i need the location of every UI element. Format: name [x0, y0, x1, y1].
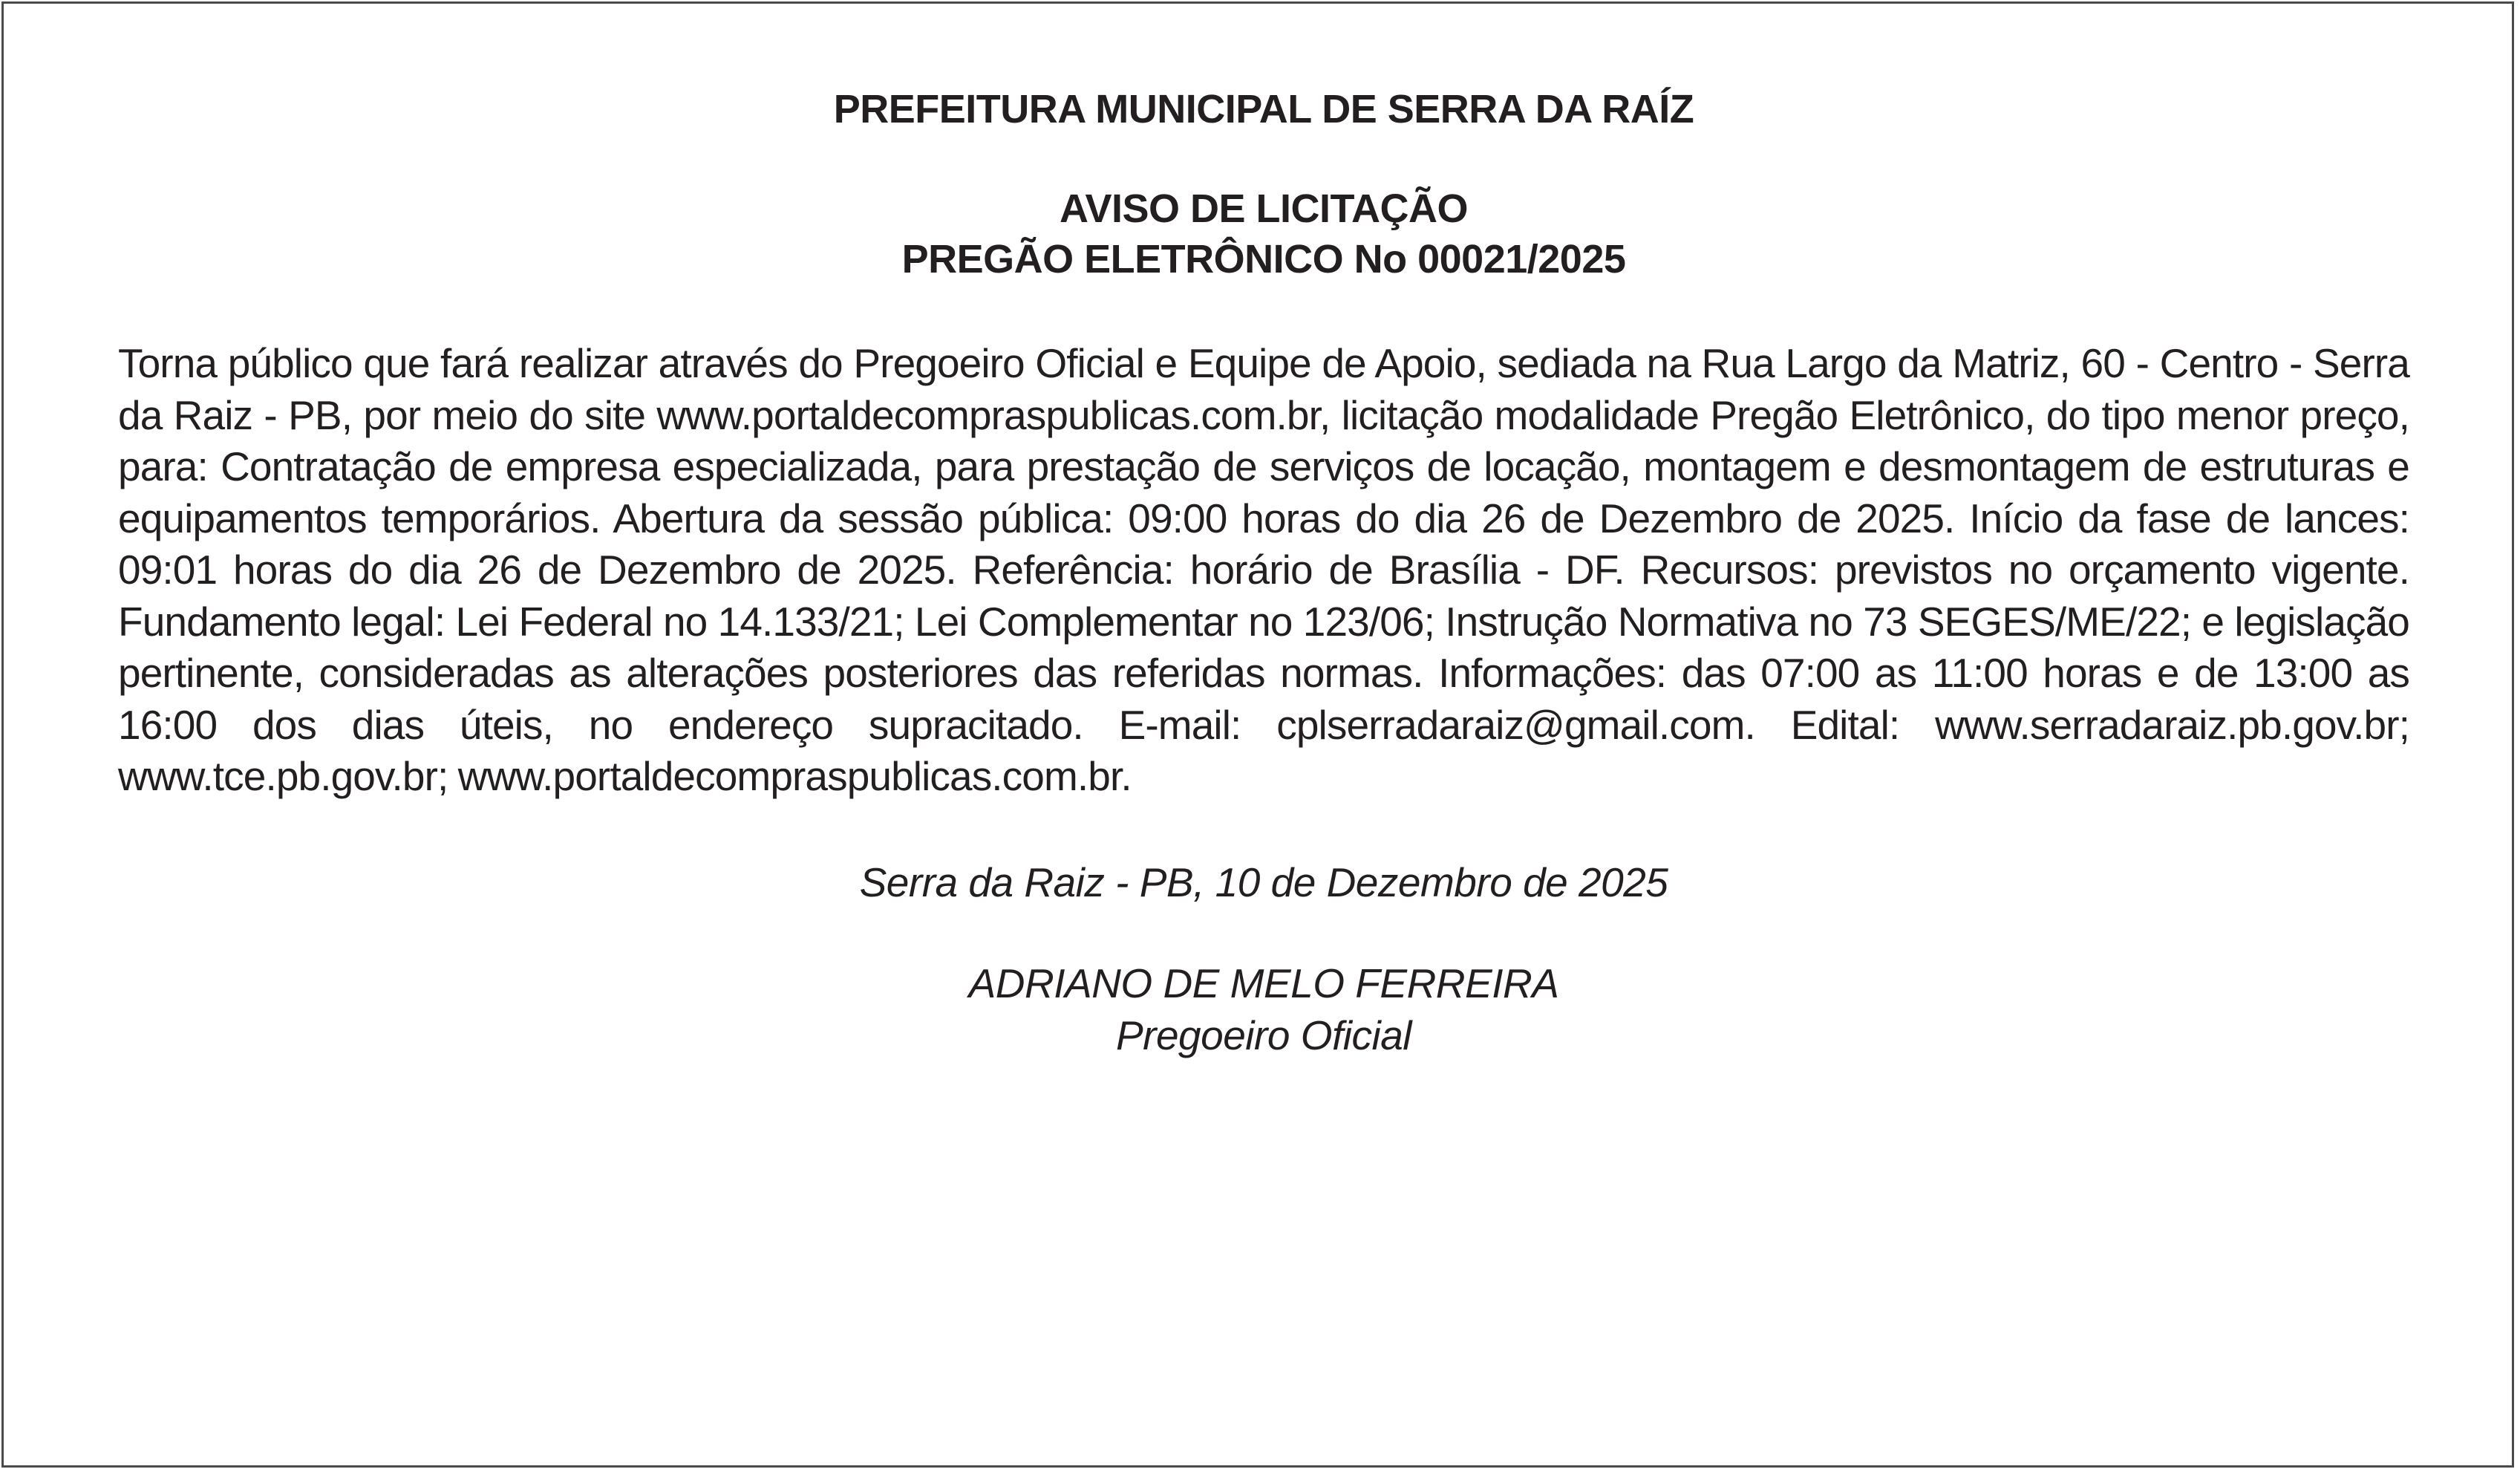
notice-frame	[1, 1, 2514, 1468]
notice-body: Torna público que fará realizar através do Pregoeiro Oficial e Equipe de Apoio, sediada na Rua Largo da Matriz, 60 - Centro - Serra da Raiz - PB, por meio do site www.portaldecompraspublicas.com.br, licitação modalidade Pregão Eletrônico, do tipo menor preço, para: Contratação de empresa especializada, para prestação de serviços de locação, montagem e desmontagem de estruturas e equipamentos temporários. Abertura da sessão pública: 09:00 horas do dia 26 de Dezembro de 2025. Início da fase de lances: 09:01 horas do dia 26 de Dezembro de 2025. Referência: horário de Brasília - DF. Recursos: previstos no orçamento vigente. Fundamento legal: Lei Federal no 14.133/21; Lei Complementar no 123/06; Instrução Normativa no 73 SEGES/ME/22; e legislação pertinente, consideradas as alterações posteriores das referidas normas. Informações: das 07:00 as 11:00 horas e de 13:00 as 16:00 dos dias úteis, no endereço supracitado. E-mail: cplserradaraiz@gmail.com. Edital: www.serradaraiz.pb.gov.br; www.tce.pb.gov.br; www.portaldecompraspublicas.com.br.	[118, 340, 2409, 799]
signer-role: Pregoeiro Oficial	[1115, 1012, 1412, 1058]
signer-name: ADRIANO DE MELO FERREIRA	[968, 960, 1559, 1006]
notice-content	[118, 84, 2409, 1061]
place-date: Serra da Raiz - PB, 10 de Dezembro de 2025	[859, 859, 1668, 905]
notice-subtitle: PREGÃO ELETRÔNICO No 00021/2025	[901, 237, 1626, 281]
organization-heading: PREFEITURA MUNICIPAL DE SERRA DA RAÍZ	[833, 87, 1694, 131]
notice-title: AVISO DE LICITAÇÃO	[1059, 186, 1468, 231]
